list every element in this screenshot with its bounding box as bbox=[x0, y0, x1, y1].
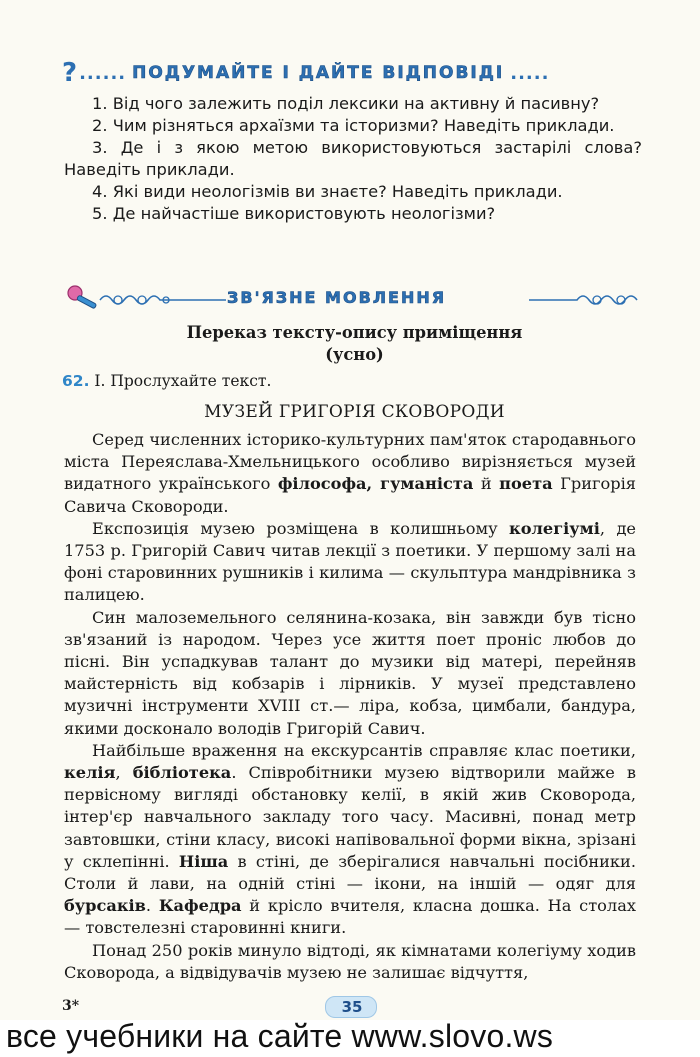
bold-term: Кафедра bbox=[158, 896, 242, 916]
question-item: 4. Які види неологізмів ви знаєте? Наведіть приклади. bbox=[92, 182, 563, 201]
site-banner-text: все учебники на сайте www.slovo.ws bbox=[6, 1018, 554, 1054]
text-run: Понад 250 років минуло відтоді, як кімнатами колегіуму ходив Сковорода, а відвідувачів музею не залишає відчуття, bbox=[64, 940, 636, 982]
text-run: й bbox=[473, 474, 500, 494]
exercise-subtitle: Переказ тексту-опису приміщення bbox=[186, 323, 523, 342]
signature-mark: 3* bbox=[62, 998, 80, 1014]
text-paragraph bbox=[64, 740, 636, 940]
exercise-number: 62. bbox=[62, 372, 90, 390]
text-run: , bbox=[115, 763, 133, 783]
text-title: МУЗЕЙ ГРИГОРІЯ СКОВОРОДИ bbox=[204, 402, 505, 422]
section-heading-speech bbox=[62, 284, 647, 314]
text-paragraph bbox=[64, 940, 636, 984]
bold-term: поета bbox=[499, 474, 553, 494]
section-title-speech: ЗВ'ЯЗНЕ МОВЛЕННЯ bbox=[227, 288, 447, 307]
heading-dots-right: ..... bbox=[510, 62, 550, 84]
page-number-badge bbox=[325, 996, 377, 1018]
text-run: Серед численних історико-культурних пам'яток стародавнього міста Переяслава-Хмельницького особливо вирізняється музей видатного українського bbox=[64, 430, 636, 494]
bold-term: колегіумі bbox=[509, 518, 600, 538]
text-run: . Співробітники музею відтворили майже в первісному вигляді обстановку келії, в якій жив Сковорода, інтер'єр навчального закладу того часу. Масивні, понад метр завтовшки, стіни класу, високі напівовальної форми вікна, зрізані у склепінні. bbox=[64, 763, 636, 871]
task-instruction: I. Прослухайте текст. bbox=[89, 372, 272, 390]
text-run: . bbox=[145, 896, 159, 916]
microphone-icon bbox=[66, 284, 102, 310]
text-run: Найбільше враження на екскурсантів справляє клас поетики, bbox=[92, 740, 636, 760]
task-line bbox=[62, 372, 271, 390]
question-item: 1. Від чого залежить поділ лексики на активну й пасивну? bbox=[92, 94, 600, 113]
page-number: 35 bbox=[341, 998, 363, 1016]
text-run: Експозиція музею розміщена в колишньому bbox=[92, 518, 510, 538]
section-heading-questions bbox=[62, 58, 647, 88]
decorative-squiggle-right-icon bbox=[527, 290, 647, 310]
bold-term: філософа, гуманіста bbox=[277, 474, 474, 494]
section-title-questions: ПОДУМАЙТЕ І ДАЙТЕ ВІДПОВІДІ bbox=[132, 63, 505, 83]
text-paragraph bbox=[64, 607, 636, 740]
question-item: 3. Де і з якою метою використовуються застарілі слова? Наведіть приклади. bbox=[64, 138, 642, 179]
bold-term: бібліотека bbox=[132, 763, 232, 783]
text-run: , де 1753 р. Григорій Савич читав лекції з поетики. У першому залі на фоні старовинних рушників і килима — скульптура мандрівника з палицею. bbox=[64, 518, 636, 605]
site-banner bbox=[0, 1020, 700, 1057]
question-item: 2. Чим різняться архаїзми та історизми? Наведіть приклади. bbox=[92, 116, 615, 135]
text-run: в стіні, де зберігалися навчальні посібники. Столи й лави, на одній стіні — ікони, на іншій — одяг для bbox=[64, 851, 636, 894]
text-run: Син малоземельного селянина-козака, він завжди був тісно зв'язаний із народом. Через усе життя поет проніс любов до пісні. Він успадкував талант до музики від матері, перейняв майстерність від кобзарів і лірників. У музеї представлено музичні інструменти XVIII ст.— ліра, кобза, цимбали, бандура, якими досконало володів Григорій Савич. bbox=[64, 607, 636, 738]
questions-list bbox=[64, 93, 642, 225]
decorative-squiggle-left-icon bbox=[98, 290, 228, 310]
body-text bbox=[64, 429, 636, 984]
question-mark-icon: ? bbox=[62, 58, 78, 88]
bold-term: келія bbox=[64, 763, 116, 783]
heading-dots-left: ...... bbox=[79, 62, 127, 84]
text-paragraph bbox=[64, 518, 636, 607]
bold-term: бурсаків bbox=[64, 896, 146, 916]
text-paragraph bbox=[64, 429, 636, 518]
question-item: 5. Де найчастіше використовують неологізми? bbox=[92, 204, 496, 223]
bold-term: Ніша bbox=[178, 851, 229, 871]
text-run: й крісло вчителя, класна дошка. На столах — товстелезні старовинні книги. bbox=[64, 896, 636, 938]
text-run: Григорія Савича Сковороди. bbox=[64, 474, 636, 516]
exercise-subtitle-mode: (усно) bbox=[325, 345, 384, 364]
